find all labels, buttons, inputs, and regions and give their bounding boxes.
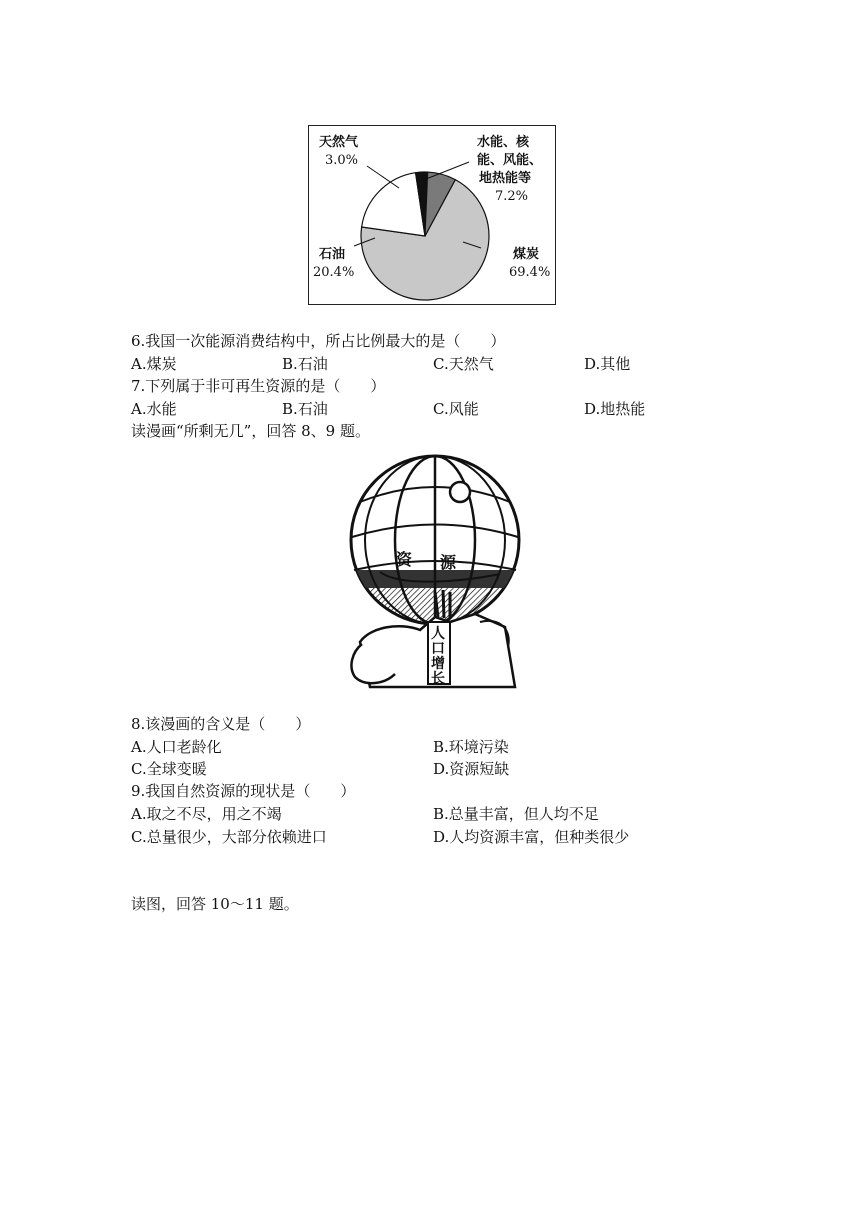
- q9-option-c: C.总量很少，大部分依赖进口: [131, 828, 327, 846]
- pct-other: 7.2%: [495, 189, 529, 204]
- q6-option-c: C.天然气: [433, 355, 494, 373]
- q6-option-a: A.煤炭: [131, 355, 177, 373]
- q7-option-a: A.水能: [131, 400, 177, 418]
- q7-option-b: B.石油: [282, 400, 328, 418]
- q8-option-c: C.全球变暖: [131, 760, 207, 778]
- energy-pie-chart: [308, 125, 556, 305]
- q7-option-d: D.地热能: [584, 400, 646, 418]
- cartoon-text-kou: 口: [431, 641, 445, 657]
- cartoon-text-zhang: 长: [431, 671, 445, 687]
- label-coal: 煤炭: [513, 247, 540, 262]
- globe: [340, 456, 530, 640]
- q7-option-c: C.风能: [433, 400, 479, 418]
- question-6-stem: 6.我国一次能源消费结构中，所占比例最大的是（ ）: [131, 332, 506, 350]
- pct-oil: 20.4%: [313, 265, 355, 280]
- cartoon-text-ren: 人: [431, 626, 445, 642]
- pie-svg: [309, 126, 555, 304]
- question-7-stem: 7.下列属于非可再生资源的是（ ）: [131, 377, 386, 395]
- q9-option-b: B.总量丰富，但人均不足: [433, 805, 599, 823]
- resources-cartoon: [340, 452, 530, 692]
- q6-option-d: D.其他: [584, 355, 631, 373]
- intro-10-11: 读图，回答 10～11 题。: [131, 895, 299, 913]
- leader-gas: [367, 166, 399, 188]
- q8-option-b: B.环境污染: [433, 738, 509, 756]
- cartoon-text-zeng: 增: [431, 656, 445, 672]
- cartoon-text-zi: 资: [396, 550, 413, 569]
- q8-option-d: D.资源短缺: [433, 760, 510, 778]
- q9-option-a: A.取之不尽，用之不竭: [131, 805, 282, 823]
- label-other-1: 水能、核: [477, 135, 530, 150]
- label-oil: 石油: [319, 247, 346, 262]
- cartoon-text-yuan: 源: [440, 553, 457, 572]
- q9-option-d: D.人均资源丰富，但种类很少: [433, 828, 630, 846]
- label-gas: 天然气: [319, 135, 359, 150]
- question-8-stem: 8.该漫画的含义是（ ）: [131, 715, 311, 733]
- q8-option-a: A.人口老龄化: [131, 738, 222, 756]
- pct-gas: 3.0%: [325, 153, 359, 168]
- slice-oil: [362, 173, 425, 236]
- label-other-3: 地热能等: [479, 171, 532, 186]
- q6-option-b: B.石油: [282, 355, 328, 373]
- pct-coal: 69.4%: [509, 265, 551, 280]
- question-9-stem: 9.我国自然资源的现状是（ ）: [131, 782, 356, 800]
- intro-8-9: 读漫画“所剩无几”，回答 8、9 题。: [131, 422, 370, 440]
- label-other-2: 能、风能、: [477, 153, 543, 168]
